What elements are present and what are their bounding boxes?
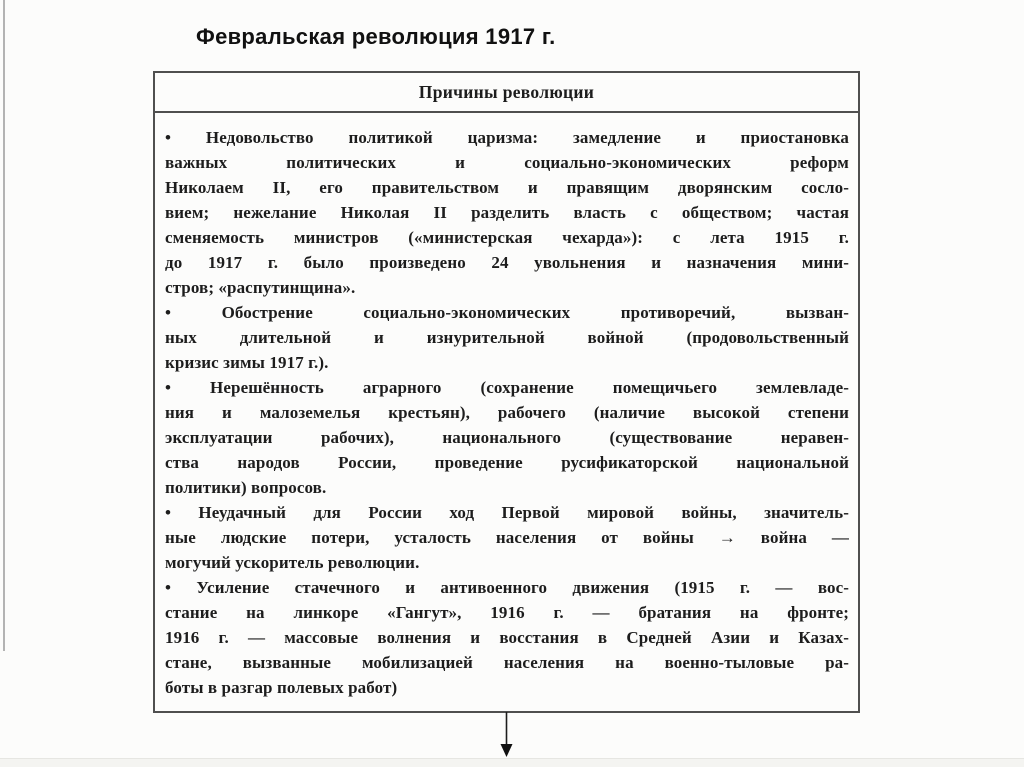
causes-box-body xyxy=(155,113,858,710)
text-line: стане, вызванные мобилизацией населения на военно-тыловые ра- xyxy=(165,653,849,672)
text-line: • Неудачный для России ход Первой мировой войны, значитель- xyxy=(165,503,849,522)
text-line: • Обострение социально-экономических противоречий, вызван- xyxy=(165,303,849,322)
text-line: Николаем II, его правительством и правящим дворянским сосло- xyxy=(165,178,849,197)
left-edge-line xyxy=(3,0,5,651)
text-line: вием; нежелание Николая II разделить власть с обществом; частая xyxy=(165,203,849,222)
text-line: ства народов России, проведение русификаторской национальной xyxy=(165,453,849,472)
down-arrow-icon xyxy=(496,712,517,758)
text-line: • Недовольство политикой царизма: замедление и приостановка xyxy=(165,128,849,147)
text-line: боты в разгар полевых работ) xyxy=(165,678,398,697)
text-line: важных политических и социально-экономических реформ xyxy=(165,153,849,172)
text-line: эксплуатации рабочих), национального (существование неравен- xyxy=(165,428,849,447)
bottom-edge-strip xyxy=(0,758,1024,767)
text-line: до 1917 г. было произведено 24 увольнения и назначения мини- xyxy=(165,253,849,272)
text-line: ные людские потери, усталость населения от войны → война — xyxy=(165,528,849,547)
page-title: Февральская революция 1917 г. xyxy=(196,24,556,49)
text-line: • Усиление стачечного и антивоенного движения (1915 г. — вос- xyxy=(165,578,849,597)
causes-box-header: Причины революции xyxy=(155,73,858,113)
text-line: кризис зимы 1917 г.). xyxy=(165,353,329,372)
text-line: политики) вопросов. xyxy=(165,478,327,497)
text-line: стание на линкоре «Гангут», 1916 г. — братания на фронте; xyxy=(165,603,849,622)
text-line: стров; «распутинщина». xyxy=(165,278,356,297)
causes-box xyxy=(153,71,860,713)
text-line: могучий ускоритель революции. xyxy=(165,553,420,572)
text-line: • Нерешённость аграрного (сохранение помещичьего землевладе- xyxy=(165,378,849,397)
text-line: ных длительной и изнурительной войной (продовольственный xyxy=(165,328,849,347)
text-line: сменяемость министров («министерская чехарда»): с лета 1915 г. xyxy=(165,228,849,247)
text-line: ния и малоземелья крестьян), рабочего (наличие высокой степени xyxy=(165,403,849,422)
text-line: 1916 г. — массовые волнения и восстания в Средней Азии и Казах- xyxy=(165,628,849,647)
